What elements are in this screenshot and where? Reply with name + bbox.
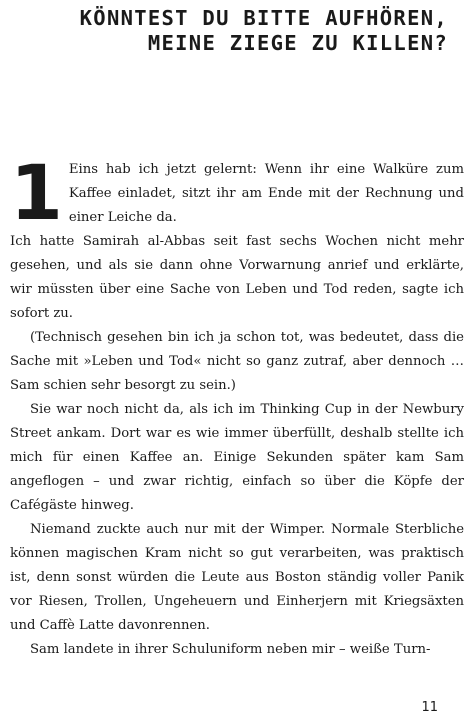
body-text (10, 148, 464, 662)
chapter-title (28, 6, 448, 56)
chapter-title-line-1: KÖNNTEST DU BITTE AUFHÖREN, (79, 6, 448, 30)
paragraph-3: (Technisch gesehen bin ich ja schon tot, was bedeutet, dass die Sache mit »Leben und Tod« nicht so ganz zutraf, aber dennoch … Sam schien sehr besorgt zu sein.) (10, 330, 464, 393)
paragraph-4: Sie war noch nicht da, als ich im Thinking Cup in der Newbury Street ankam. Dort war es wie immer überfüllt, deshalb stellte ich mich für einen Kaffee an. Einige Sekunden später kam Sam angeflogen – und zwar richtig, einfach so über die Köpfe der Cafégäste hinweg. (10, 402, 464, 513)
paragraph-5: Niemand zuckte auch nur mit der Wimper. Normale Sterbliche können magischen Kram nicht so gut verarbeiten, was praktisch ist, denn sonst würden die Leute aus Boston ständig voller Panik vor Riesen, Trollen, Ungeheuern und Einherjern mit Kriegsäxten und Caffè Latte davonrennen. (10, 522, 464, 633)
page-number: 11 (421, 700, 438, 715)
paragraph-6: Sam landete in ihrer Schuluniform neben mir – weiße Turn- (30, 642, 431, 657)
chapter-number-dropcap: 1 (10, 148, 63, 237)
paragraph-2: Ich hatte Samirah al-Abbas seit fast sechs Wochen nicht mehr gesehen, und als sie dann ohne Vorwarnung anrief und erklärte, wir müssten über eine Sache von Leben und Tod reden, sagte ich sofort zu. (10, 234, 464, 321)
paragraph-1: Eins hab ich jetzt gelernt: Wenn ihr eine Walküre zum Kaffee einladet, sitzt ihr am Ende mit der Rechnung und einer Leiche da. (68, 162, 464, 225)
chapter-title-line-2: MEINE ZIEGE ZU KILLEN? (147, 31, 448, 55)
